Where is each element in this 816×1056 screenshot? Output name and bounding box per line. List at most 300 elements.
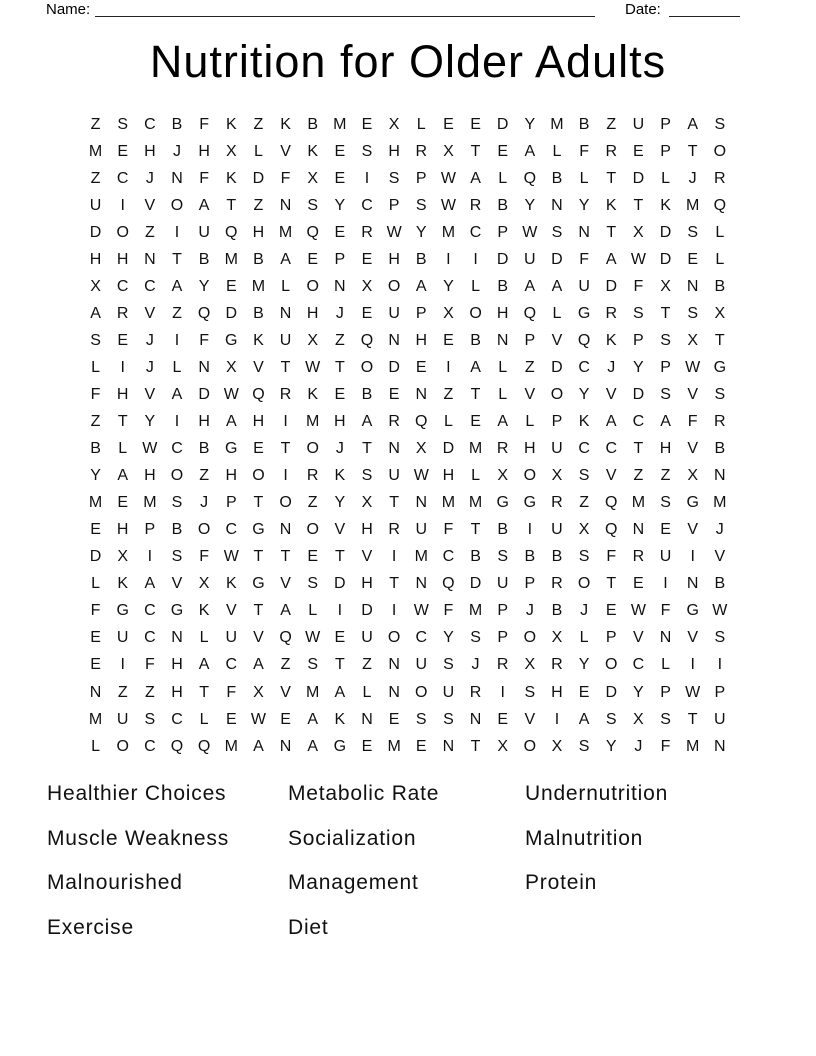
grid-cell: Y — [144, 413, 156, 431]
grid-cell: S — [171, 548, 183, 566]
grid-cell: T — [470, 142, 481, 160]
grid-cell: W — [142, 440, 158, 458]
grid-cell: I — [717, 656, 723, 674]
grid-cell: X — [225, 358, 237, 376]
grid-cell: I — [283, 467, 288, 485]
grid-cell: U — [116, 710, 129, 728]
grid-cell: E — [687, 250, 698, 268]
grid-cell: E — [578, 683, 590, 701]
grid-cell: L — [579, 169, 589, 187]
grid-cell: T — [389, 575, 399, 593]
grid-cell: H — [442, 467, 455, 485]
grid-cell: H — [198, 413, 210, 431]
grid-cell: S — [578, 548, 590, 566]
grid-cell: X — [443, 142, 454, 160]
grid-cell: Z — [633, 467, 644, 485]
header — [0, 0, 816, 22]
grid-cell: G — [225, 440, 238, 458]
grid-cell: R — [714, 413, 726, 431]
grid-cell: J — [145, 169, 154, 187]
grid-cell: A — [470, 358, 481, 376]
grid-cell: Z — [253, 115, 264, 133]
grid-cell: E — [470, 115, 481, 133]
grid-cell: U — [524, 250, 536, 268]
grid-cell: C — [361, 196, 373, 214]
grid-cell: I — [554, 710, 560, 728]
grid-cell: X — [497, 467, 509, 485]
grid-cell: R — [116, 304, 129, 322]
grid-cell: X — [633, 223, 644, 241]
grid-cell: S — [307, 656, 319, 674]
grid-cell: Z — [199, 467, 210, 485]
grid-cell: F — [633, 277, 644, 295]
grid-cell: P — [633, 331, 644, 349]
grid-cell: M — [441, 494, 456, 512]
grid-cell: M — [88, 142, 103, 160]
grid-cell: F — [443, 521, 454, 539]
grid-cell: A — [605, 413, 617, 431]
grid-cell: S — [578, 737, 590, 755]
grid-cell: D — [469, 575, 482, 593]
grid-cell: P — [415, 304, 427, 322]
grid-cell: I — [527, 521, 533, 539]
grid-cell: V — [334, 521, 346, 539]
grid-cell: L — [91, 358, 101, 376]
grid-cell: O — [306, 521, 319, 539]
grid-cell: J — [172, 142, 181, 160]
grid-cell: A — [171, 385, 183, 403]
grid-cell: N — [714, 737, 726, 755]
grid-cell: A — [253, 737, 264, 755]
grid-cell: V — [633, 629, 644, 647]
grid-cell: F — [199, 331, 210, 349]
grid-cell: K — [225, 169, 237, 187]
grid-cell: N — [279, 737, 292, 755]
grid-cell: B — [198, 440, 210, 458]
grid-cell: L — [498, 169, 508, 187]
grid-cell: K — [578, 413, 590, 431]
grid-cell: B — [171, 115, 183, 133]
grid-cell: N — [171, 629, 183, 647]
grid-cell: D — [632, 385, 645, 403]
grid-cell: N — [469, 710, 482, 728]
grid-cell: T — [280, 548, 291, 566]
grid-cell: Y — [578, 196, 590, 214]
grid-cell: N — [144, 250, 156, 268]
grid-cell: N — [442, 737, 455, 755]
grid-cell: E — [388, 710, 400, 728]
grid-cell: H — [334, 413, 346, 431]
grid-cell: P — [605, 629, 617, 647]
grid-cell: Z — [660, 467, 671, 485]
grid-cell: V — [551, 331, 563, 349]
grid-cell: T — [280, 358, 291, 376]
grid-cell: C — [578, 358, 590, 376]
grid-cell: G — [116, 602, 129, 620]
grid-cell: M — [468, 494, 483, 512]
grid-cell: P — [714, 683, 726, 701]
grid-cell: W — [685, 358, 701, 376]
grid-cell: J — [335, 440, 344, 458]
grid-cell: I — [337, 602, 343, 620]
grid-cell: H — [116, 250, 129, 268]
grid-cell: Z — [606, 115, 617, 133]
grid-cell: E — [361, 250, 373, 268]
grid-cell: Y — [524, 196, 536, 214]
grid-cell: L — [362, 683, 372, 701]
grid-cell: B — [497, 521, 509, 539]
word-list-item: Management — [288, 871, 419, 895]
grid-cell: P — [144, 521, 156, 539]
grid-cell: Z — [117, 683, 128, 701]
grid-cell: K — [117, 575, 129, 593]
grid-cell: S — [660, 494, 671, 512]
word-list-item: Exercise — [47, 915, 134, 939]
grid-cell: G — [523, 494, 537, 512]
grid-cell: Y — [578, 656, 590, 674]
grid-cell: O — [252, 467, 265, 485]
grid-cell: J — [607, 358, 616, 376]
grid-cell: D — [334, 575, 346, 593]
grid-cell: O — [523, 467, 537, 485]
grid-cell: Q — [605, 494, 618, 512]
grid-cell: H — [171, 683, 183, 701]
grid-cell: M — [686, 196, 700, 214]
grid-cell: K — [280, 115, 291, 133]
grid-cell: P — [388, 196, 400, 214]
grid-cell: E — [117, 494, 129, 512]
grid-cell: E — [117, 331, 129, 349]
grid-cell: L — [199, 629, 209, 647]
grid-cell: A — [171, 277, 183, 295]
grid-cell: U — [116, 629, 129, 647]
grid-cell: U — [89, 196, 102, 214]
grid-cell: J — [634, 737, 643, 755]
grid-cell: M — [387, 737, 401, 755]
grid-cell: L — [172, 358, 182, 376]
grid-cell: I — [663, 575, 668, 593]
grid-cell: L — [552, 142, 562, 160]
grid-cell: P — [497, 602, 509, 620]
grid-cell: A — [415, 277, 427, 295]
grid-cell: A — [551, 277, 563, 295]
grid-cell: R — [361, 223, 373, 241]
grid-cell: N — [361, 710, 373, 728]
grid-cell: Z — [172, 304, 182, 322]
grid-cell: I — [174, 413, 180, 431]
grid-cell: E — [415, 358, 427, 376]
word-list — [47, 782, 769, 960]
grid-cell: N — [171, 169, 183, 187]
word-search-grid — [82, 111, 733, 760]
grid-cell: B — [470, 548, 481, 566]
grid-cell: E — [388, 385, 400, 403]
grid-cell: L — [118, 440, 128, 458]
grid-cell: M — [88, 494, 103, 512]
grid-cell: H — [415, 331, 428, 349]
grid-cell: F — [144, 656, 155, 674]
grid-cell: Q — [360, 331, 374, 349]
grid-cell: W — [685, 683, 701, 701]
grid-cell: B — [90, 440, 101, 458]
grid-cell: R — [714, 169, 726, 187]
grid-cell: P — [660, 142, 671, 160]
grid-cell: M — [468, 602, 483, 620]
grid-cell: Q — [605, 521, 618, 539]
grid-cell: S — [307, 196, 319, 214]
grid-cell: K — [307, 142, 319, 160]
grid-cell: S — [90, 331, 101, 349]
grid-cell: S — [687, 304, 698, 322]
grid-cell: T — [660, 304, 671, 322]
grid-cell: T — [633, 440, 644, 458]
grid-cell: P — [660, 115, 671, 133]
grid-cell: E — [497, 142, 509, 160]
grid-cell: X — [551, 737, 563, 755]
grid-cell: C — [632, 656, 645, 674]
grid-cell: T — [280, 440, 291, 458]
grid-cell: Y — [605, 737, 617, 755]
grid-cell: N — [632, 521, 645, 539]
grid-cell: E — [225, 277, 237, 295]
grid-cell: O — [306, 277, 319, 295]
grid-cell: S — [307, 575, 319, 593]
name-label: Name: — [46, 1, 91, 18]
grid-cell: N — [714, 467, 726, 485]
grid-cell: W — [223, 548, 239, 566]
grid-cell: U — [198, 223, 210, 241]
grid-cell: P — [225, 494, 237, 512]
grid-cell: T — [362, 440, 372, 458]
grid-cell: O — [279, 494, 292, 512]
grid-cell: R — [496, 440, 509, 458]
grid-cell: Q — [197, 737, 211, 755]
grid-cell: S — [660, 385, 671, 403]
grid-cell: O — [197, 521, 211, 539]
grid-cell: K — [307, 385, 319, 403]
grid-cell: M — [414, 548, 428, 566]
grid-cell: Q — [577, 331, 591, 349]
grid-cell: Y — [415, 223, 427, 241]
grid-cell: T — [117, 413, 128, 431]
grid-cell: O — [116, 223, 129, 241]
grid-cell: B — [551, 169, 563, 187]
grid-cell: B — [714, 277, 726, 295]
grid-cell: D — [89, 548, 102, 566]
grid-cell: R — [551, 575, 563, 593]
grid-cell: Q — [415, 413, 428, 431]
grid-cell: A — [198, 656, 210, 674]
grid-cell: E — [470, 413, 481, 431]
grid-cell: C — [144, 277, 156, 295]
grid-cell: B — [578, 115, 590, 133]
grid-cell: V — [253, 358, 264, 376]
grid-cell: I — [690, 656, 695, 674]
grid-cell: D — [89, 223, 102, 241]
grid-cell: Z — [334, 331, 345, 349]
grid-cell: U — [361, 629, 373, 647]
word-list-item: Healthier Choices — [47, 782, 227, 805]
grid-cell: D — [496, 250, 509, 268]
grid-cell: A — [524, 277, 536, 295]
grid-cell: W — [440, 169, 456, 187]
word-list-item: Muscle Weakness — [47, 826, 230, 850]
grid-cell: H — [252, 413, 265, 431]
grid-cell: Q — [713, 196, 727, 214]
grid-cell: E — [90, 521, 101, 539]
grid-cell: M — [306, 413, 320, 431]
grid-cell: U — [442, 683, 455, 701]
grid-cell: N — [686, 575, 699, 593]
grid-cell: Q — [442, 575, 455, 593]
grid-cell: M — [333, 115, 347, 133]
grid-cell: T — [606, 169, 617, 187]
grid-cell: E — [497, 710, 509, 728]
grid-cell: X — [307, 169, 319, 187]
word-list-item: Diet — [288, 915, 329, 939]
grid-cell: F — [579, 142, 589, 160]
grid-cell: T — [334, 358, 345, 376]
grid-cell: B — [198, 250, 210, 268]
grid-cell: G — [577, 304, 591, 322]
grid-cell: U — [388, 304, 400, 322]
grid-cell: P — [334, 250, 346, 268]
grid-cell: K — [198, 602, 210, 620]
grid-cell: L — [199, 710, 209, 728]
grid-cell: A — [334, 683, 346, 701]
grid-cell: H — [388, 142, 400, 160]
grid-cell: N — [279, 304, 292, 322]
grid-cell: N — [388, 656, 400, 674]
grid-cell: I — [446, 358, 451, 376]
grid-cell: D — [605, 683, 618, 701]
grid-cell: L — [471, 277, 480, 295]
grid-cell: R — [551, 656, 563, 674]
grid-cell: L — [715, 223, 725, 241]
grid-cell: S — [415, 710, 427, 728]
grid-cell: T — [714, 331, 725, 349]
grid-cell: C — [415, 629, 428, 647]
grid-cell: E — [361, 115, 373, 133]
grid-cell: S — [470, 629, 481, 647]
grid-cell: C — [144, 629, 156, 647]
grid-cell: R — [551, 494, 563, 512]
grid-cell: U — [388, 467, 400, 485]
grid-cell: S — [714, 629, 726, 647]
grid-cell: W — [440, 196, 456, 214]
grid-cell: B — [714, 440, 726, 458]
grid-cell: A — [307, 710, 319, 728]
grid-cell: D — [551, 358, 563, 376]
grid-cell: E — [307, 548, 319, 566]
grid-cell: L — [525, 413, 535, 431]
grid-cell: U — [415, 656, 428, 674]
grid-cell: Q — [252, 385, 265, 403]
grid-cell: L — [416, 115, 426, 133]
grid-cell: H — [144, 142, 156, 160]
grid-cell: X — [633, 710, 644, 728]
grid-cell: X — [388, 115, 400, 133]
grid-cell: K — [334, 710, 346, 728]
grid-cell: M — [713, 494, 727, 512]
grid-cell: R — [632, 548, 645, 566]
grid-cell: K — [225, 575, 237, 593]
word-list-item: Undernutrition — [525, 782, 669, 805]
grid-cell: M — [306, 683, 320, 701]
grid-cell: F — [660, 737, 671, 755]
grid-cell: L — [308, 602, 318, 620]
grid-cell: W — [305, 629, 321, 647]
grid-cell: D — [551, 250, 563, 268]
grid-cell: F — [660, 602, 671, 620]
grid-cell: G — [686, 602, 699, 620]
grid-cell: Y — [334, 494, 346, 512]
grid-cell: V — [687, 385, 698, 403]
grid-cell: I — [391, 602, 397, 620]
grid-cell: J — [145, 331, 154, 349]
grid-cell: A — [578, 710, 590, 728]
grid-cell: S — [443, 710, 454, 728]
grid-cell: V — [280, 575, 291, 593]
grid-cell: E — [415, 737, 427, 755]
grid-cell: C — [116, 277, 129, 295]
grid-cell: S — [388, 169, 400, 187]
grid-cell: U — [496, 575, 509, 593]
grid-cell: G — [686, 494, 699, 512]
grid-cell: T — [606, 223, 617, 241]
grid-cell: S — [361, 142, 373, 160]
grid-cell: H — [496, 304, 509, 322]
grid-cell: V — [687, 440, 698, 458]
grid-cell: S — [660, 331, 671, 349]
grid-cell: L — [471, 467, 480, 485]
grid-cell: T — [470, 521, 481, 539]
grid-cell: T — [606, 575, 617, 593]
grid-cell: B — [253, 250, 264, 268]
grid-cell: D — [496, 115, 509, 133]
grid-cell: H — [659, 440, 672, 458]
grid-cell: M — [278, 223, 293, 241]
grid-cell: S — [144, 710, 156, 728]
grid-cell: V — [714, 548, 726, 566]
grid-cell: N — [551, 196, 563, 214]
grid-cell: X — [714, 304, 726, 322]
grid-cell: E — [334, 223, 346, 241]
grid-cell: W — [305, 358, 321, 376]
grid-cell: I — [174, 223, 180, 241]
grid-cell: O — [713, 142, 727, 160]
grid-cell: P — [497, 223, 509, 241]
grid-cell: L — [715, 250, 725, 268]
grid-cell: F — [226, 683, 237, 701]
grid-cell: B — [253, 304, 264, 322]
grid-cell: G — [225, 331, 238, 349]
grid-cell: R — [605, 142, 618, 160]
grid-cell: U — [659, 548, 672, 566]
grid-cell: D — [225, 304, 238, 322]
grid-cell: Q — [197, 304, 211, 322]
grid-cell: E — [90, 656, 101, 674]
grid-cell: V — [171, 575, 183, 593]
grid-cell: T — [226, 196, 237, 214]
grid-cell: S — [497, 548, 509, 566]
grid-cell: W — [250, 710, 266, 728]
grid-cell: A — [470, 169, 481, 187]
grid-cell: X — [551, 629, 563, 647]
grid-cell: Q — [523, 304, 537, 322]
grid-cell: T — [172, 250, 182, 268]
grid-cell: S — [714, 115, 726, 133]
